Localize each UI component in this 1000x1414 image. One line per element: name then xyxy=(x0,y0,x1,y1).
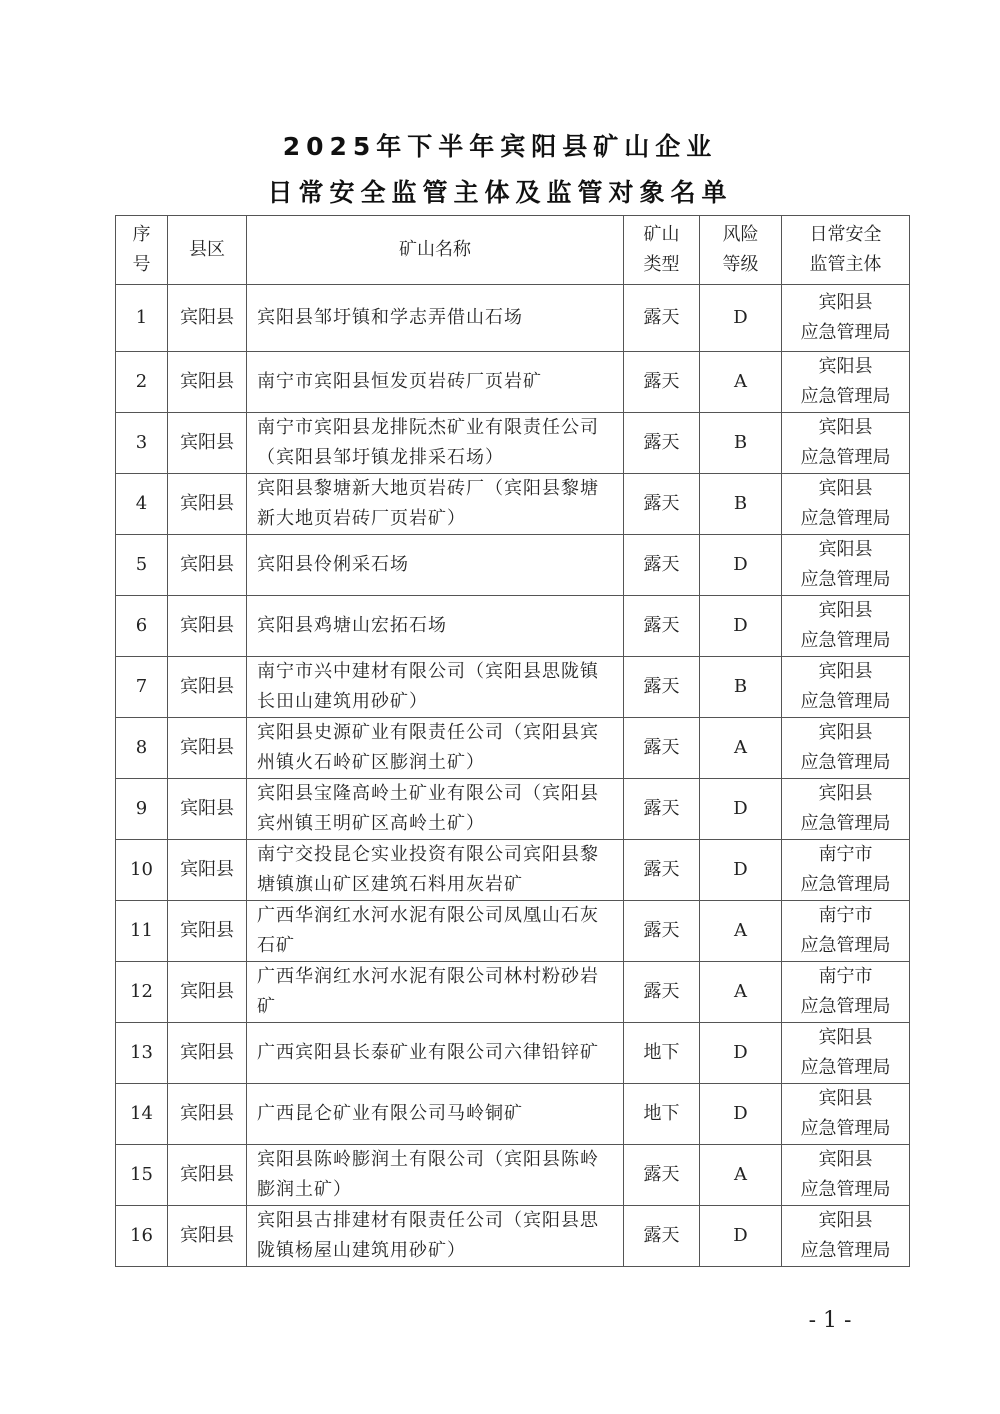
cell-mine-type: 露天 xyxy=(624,474,700,535)
table-row xyxy=(116,474,910,535)
supervisor-line-1: 宾阳县 xyxy=(818,783,873,804)
cell-county: 宾阳县 xyxy=(168,1206,247,1267)
cell-seq: 14 xyxy=(116,1084,168,1145)
cell-mine-name: 南宁市宾阳县恒发页岩砖厂页岩矿 xyxy=(247,352,624,413)
header-mine-type-line-2: 类型 xyxy=(643,254,680,275)
cell-risk-level: A xyxy=(700,1145,782,1206)
supervisor-line-2: 应急管理局 xyxy=(800,630,891,651)
table-row xyxy=(116,962,910,1023)
cell-supervisor xyxy=(782,1206,910,1267)
supervisor-line-2: 应急管理局 xyxy=(800,1240,891,1261)
cell-supervisor xyxy=(782,901,910,962)
cell-supervisor xyxy=(782,596,910,657)
table-row xyxy=(116,901,910,962)
cell-supervisor xyxy=(782,718,910,779)
cell-county: 宾阳县 xyxy=(168,413,247,474)
cell-seq: 8 xyxy=(116,718,168,779)
cell-seq: 7 xyxy=(116,657,168,718)
cell-county: 宾阳县 xyxy=(168,535,247,596)
supervisor-line-1: 宾阳县 xyxy=(818,600,873,621)
document-title-line-1: 2025年下半年宾阳县矿山企业 xyxy=(282,132,718,161)
cell-county: 宾阳县 xyxy=(168,718,247,779)
cell-seq: 3 xyxy=(116,413,168,474)
cell-mine-name: 宾阳县邹圩镇和学志弄借山石场 xyxy=(247,285,624,352)
cell-mine-type: 露天 xyxy=(624,901,700,962)
supervisor-line-2: 应急管理局 xyxy=(800,996,891,1017)
cell-county: 宾阳县 xyxy=(168,779,247,840)
cell-risk-level: D xyxy=(700,1206,782,1267)
page-number: - 1 - xyxy=(808,1308,852,1333)
cell-county: 宾阳县 xyxy=(168,474,247,535)
cell-mine-type: 露天 xyxy=(624,413,700,474)
cell-risk-level: A xyxy=(700,718,782,779)
cell-mine-name: 宾阳县伶俐采石场 xyxy=(247,535,624,596)
cell-mine-name: 宾阳县史源矿业有限责任公司（宾阳县宾州镇火石岭矿区膨润土矿） xyxy=(247,718,624,779)
document-title-line-2: 日常安全监管主体及监管对象名单 xyxy=(267,178,733,207)
cell-mine-type: 露天 xyxy=(624,840,700,901)
header-supervisor-line-2: 监管主体 xyxy=(809,254,882,275)
table-row xyxy=(116,596,910,657)
cell-mine-name: 南宁市兴中建材有限公司（宾阳县思陇镇长田山建筑用砂矿） xyxy=(247,657,624,718)
cell-seq: 10 xyxy=(116,840,168,901)
supervisor-line-1: 宾阳县 xyxy=(818,292,873,313)
cell-mine-name: 广西华润红水河水泥有限公司凤凰山石灰石矿 xyxy=(247,901,624,962)
cell-risk-level: A xyxy=(700,352,782,413)
supervisor-line-2: 应急管理局 xyxy=(800,813,891,834)
header-seq-line-1: 序 xyxy=(132,224,151,245)
cell-mine-type: 露天 xyxy=(624,657,700,718)
supervisor-line-1: 南宁市 xyxy=(818,966,873,987)
table-row xyxy=(116,657,910,718)
cell-mine-name: 宾阳县古排建材有限责任公司（宾阳县思陇镇杨屋山建筑用砂矿） xyxy=(247,1206,624,1267)
cell-supervisor xyxy=(782,657,910,718)
supervisor-line-1: 南宁市 xyxy=(818,905,873,926)
supervisor-line-2: 应急管理局 xyxy=(800,874,891,895)
cell-mine-name: 宾阳县陈岭膨润土有限公司（宾阳县陈岭膨润土矿） xyxy=(247,1145,624,1206)
cell-risk-level: D xyxy=(700,779,782,840)
cell-county: 宾阳县 xyxy=(168,1145,247,1206)
cell-seq: 4 xyxy=(116,474,168,535)
cell-mine-type: 露天 xyxy=(624,779,700,840)
table-row xyxy=(116,718,910,779)
cell-risk-level: D xyxy=(700,285,782,352)
table-row xyxy=(116,1023,910,1084)
table-row xyxy=(116,535,910,596)
supervisor-line-1: 宾阳县 xyxy=(818,417,873,438)
header-risk-line-2: 等级 xyxy=(722,254,759,275)
cell-risk-level: A xyxy=(700,901,782,962)
cell-mine-name: 广西昆仑矿业有限公司马岭铜矿 xyxy=(247,1084,624,1145)
header-mine-name: 矿山名称 xyxy=(247,216,624,285)
cell-risk-level: D xyxy=(700,1023,782,1084)
supervisor-line-2: 应急管理局 xyxy=(800,691,891,712)
supervisor-line-1: 宾阳县 xyxy=(818,1210,873,1231)
cell-mine-name: 广西华润红水河水泥有限公司林村粉砂岩矿 xyxy=(247,962,624,1023)
cell-risk-level: D xyxy=(700,535,782,596)
cell-seq: 5 xyxy=(116,535,168,596)
table-row xyxy=(116,1145,910,1206)
cell-mine-type: 露天 xyxy=(624,352,700,413)
cell-mine-name: 宾阳县宝隆高岭土矿业有限公司（宾阳县宾州镇王明矿区高岭土矿） xyxy=(247,779,624,840)
cell-supervisor xyxy=(782,1084,910,1145)
supervisor-line-2: 应急管理局 xyxy=(800,447,891,468)
cell-county: 宾阳县 xyxy=(168,840,247,901)
cell-mine-name: 宾阳县鸡塘山宏拓石场 xyxy=(247,596,624,657)
table-row xyxy=(116,1206,910,1267)
cell-county: 宾阳县 xyxy=(168,1023,247,1084)
table-row xyxy=(116,285,910,352)
header-mine-type xyxy=(624,216,700,285)
cell-risk-level: A xyxy=(700,962,782,1023)
cell-county: 宾阳县 xyxy=(168,352,247,413)
cell-supervisor xyxy=(782,413,910,474)
cell-mine-type: 露天 xyxy=(624,718,700,779)
cell-seq: 9 xyxy=(116,779,168,840)
table-row xyxy=(116,779,910,840)
cell-seq: 13 xyxy=(116,1023,168,1084)
cell-mine-name: 广西宾阳县长泰矿业有限公司六律铅锌矿 xyxy=(247,1023,624,1084)
cell-mine-type: 露天 xyxy=(624,285,700,352)
table-row xyxy=(116,413,910,474)
supervisor-line-2: 应急管理局 xyxy=(800,752,891,773)
cell-seq: 16 xyxy=(116,1206,168,1267)
cell-risk-level: D xyxy=(700,840,782,901)
cell-seq: 11 xyxy=(116,901,168,962)
cell-supervisor xyxy=(782,474,910,535)
cell-seq: 1 xyxy=(116,285,168,352)
supervisor-line-1: 宾阳县 xyxy=(818,722,873,743)
header-seq-line-2: 号 xyxy=(132,254,151,275)
cell-seq: 2 xyxy=(116,352,168,413)
cell-supervisor xyxy=(782,1145,910,1206)
cell-mine-type: 露天 xyxy=(624,962,700,1023)
supervisor-line-2: 应急管理局 xyxy=(800,508,891,529)
cell-mine-type: 露天 xyxy=(624,535,700,596)
supervisor-line-1: 宾阳县 xyxy=(818,661,873,682)
supervisor-line-1: 宾阳县 xyxy=(818,539,873,560)
cell-risk-level: D xyxy=(700,596,782,657)
table-row xyxy=(116,840,910,901)
cell-supervisor xyxy=(782,840,910,901)
cell-mine-name: 宾阳县黎塘新大地页岩砖厂（宾阳县黎塘新大地页岩砖厂页岩矿） xyxy=(247,474,624,535)
cell-supervisor xyxy=(782,962,910,1023)
cell-county: 宾阳县 xyxy=(168,596,247,657)
cell-supervisor xyxy=(782,535,910,596)
header-risk-line-1: 风险 xyxy=(722,224,759,245)
cell-mine-type: 露天 xyxy=(624,1145,700,1206)
cell-mine-name: 南宁市宾阳县龙排阮杰矿业有限责任公司（宾阳县邹圩镇龙排采石场） xyxy=(247,413,624,474)
supervisor-line-2: 应急管理局 xyxy=(800,1118,891,1139)
supervisor-line-2: 应急管理局 xyxy=(800,1179,891,1200)
supervisor-line-1: 宾阳县 xyxy=(818,356,873,377)
cell-county: 宾阳县 xyxy=(168,657,247,718)
cell-risk-level: B xyxy=(700,657,782,718)
header-county: 县区 xyxy=(168,216,247,285)
table-header-row xyxy=(116,216,910,285)
cell-supervisor xyxy=(782,1023,910,1084)
cell-seq: 12 xyxy=(116,962,168,1023)
supervisor-line-2: 应急管理局 xyxy=(800,1057,891,1078)
cell-mine-type: 地下 xyxy=(624,1023,700,1084)
header-mine-type-line-1: 矿山 xyxy=(643,224,680,245)
supervisor-line-2: 应急管理局 xyxy=(800,386,891,407)
supervisor-line-1: 宾阳县 xyxy=(818,1088,873,1109)
header-risk-level xyxy=(700,216,782,285)
cell-mine-type: 露天 xyxy=(624,596,700,657)
supervisor-line-1: 南宁市 xyxy=(818,844,873,865)
mine-supervision-table xyxy=(115,215,910,1267)
cell-county: 宾阳县 xyxy=(168,285,247,352)
cell-risk-level: D xyxy=(700,1084,782,1145)
header-supervisor-line-1: 日常安全 xyxy=(809,224,882,245)
cell-county: 宾阳县 xyxy=(168,1084,247,1145)
cell-county: 宾阳县 xyxy=(168,901,247,962)
header-supervisor xyxy=(782,216,910,285)
supervisor-line-1: 宾阳县 xyxy=(818,478,873,499)
supervisor-line-1: 宾阳县 xyxy=(818,1027,873,1048)
cell-risk-level: B xyxy=(700,413,782,474)
header-seq xyxy=(116,216,168,285)
cell-mine-name: 南宁交投昆仑实业投资有限公司宾阳县黎塘镇旗山矿区建筑石料用灰岩矿 xyxy=(247,840,624,901)
supervisor-line-2: 应急管理局 xyxy=(800,322,891,343)
supervisor-line-2: 应急管理局 xyxy=(800,935,891,956)
cell-seq: 6 xyxy=(116,596,168,657)
cell-mine-type: 露天 xyxy=(624,1206,700,1267)
cell-supervisor xyxy=(782,779,910,840)
table-row xyxy=(116,1084,910,1145)
cell-county: 宾阳县 xyxy=(168,962,247,1023)
cell-seq: 15 xyxy=(116,1145,168,1206)
table-row xyxy=(116,352,910,413)
cell-supervisor xyxy=(782,285,910,352)
supervisor-line-2: 应急管理局 xyxy=(800,569,891,590)
cell-supervisor xyxy=(782,352,910,413)
cell-risk-level: B xyxy=(700,474,782,535)
cell-mine-type: 地下 xyxy=(624,1084,700,1145)
supervisor-line-1: 宾阳县 xyxy=(818,1149,873,1170)
